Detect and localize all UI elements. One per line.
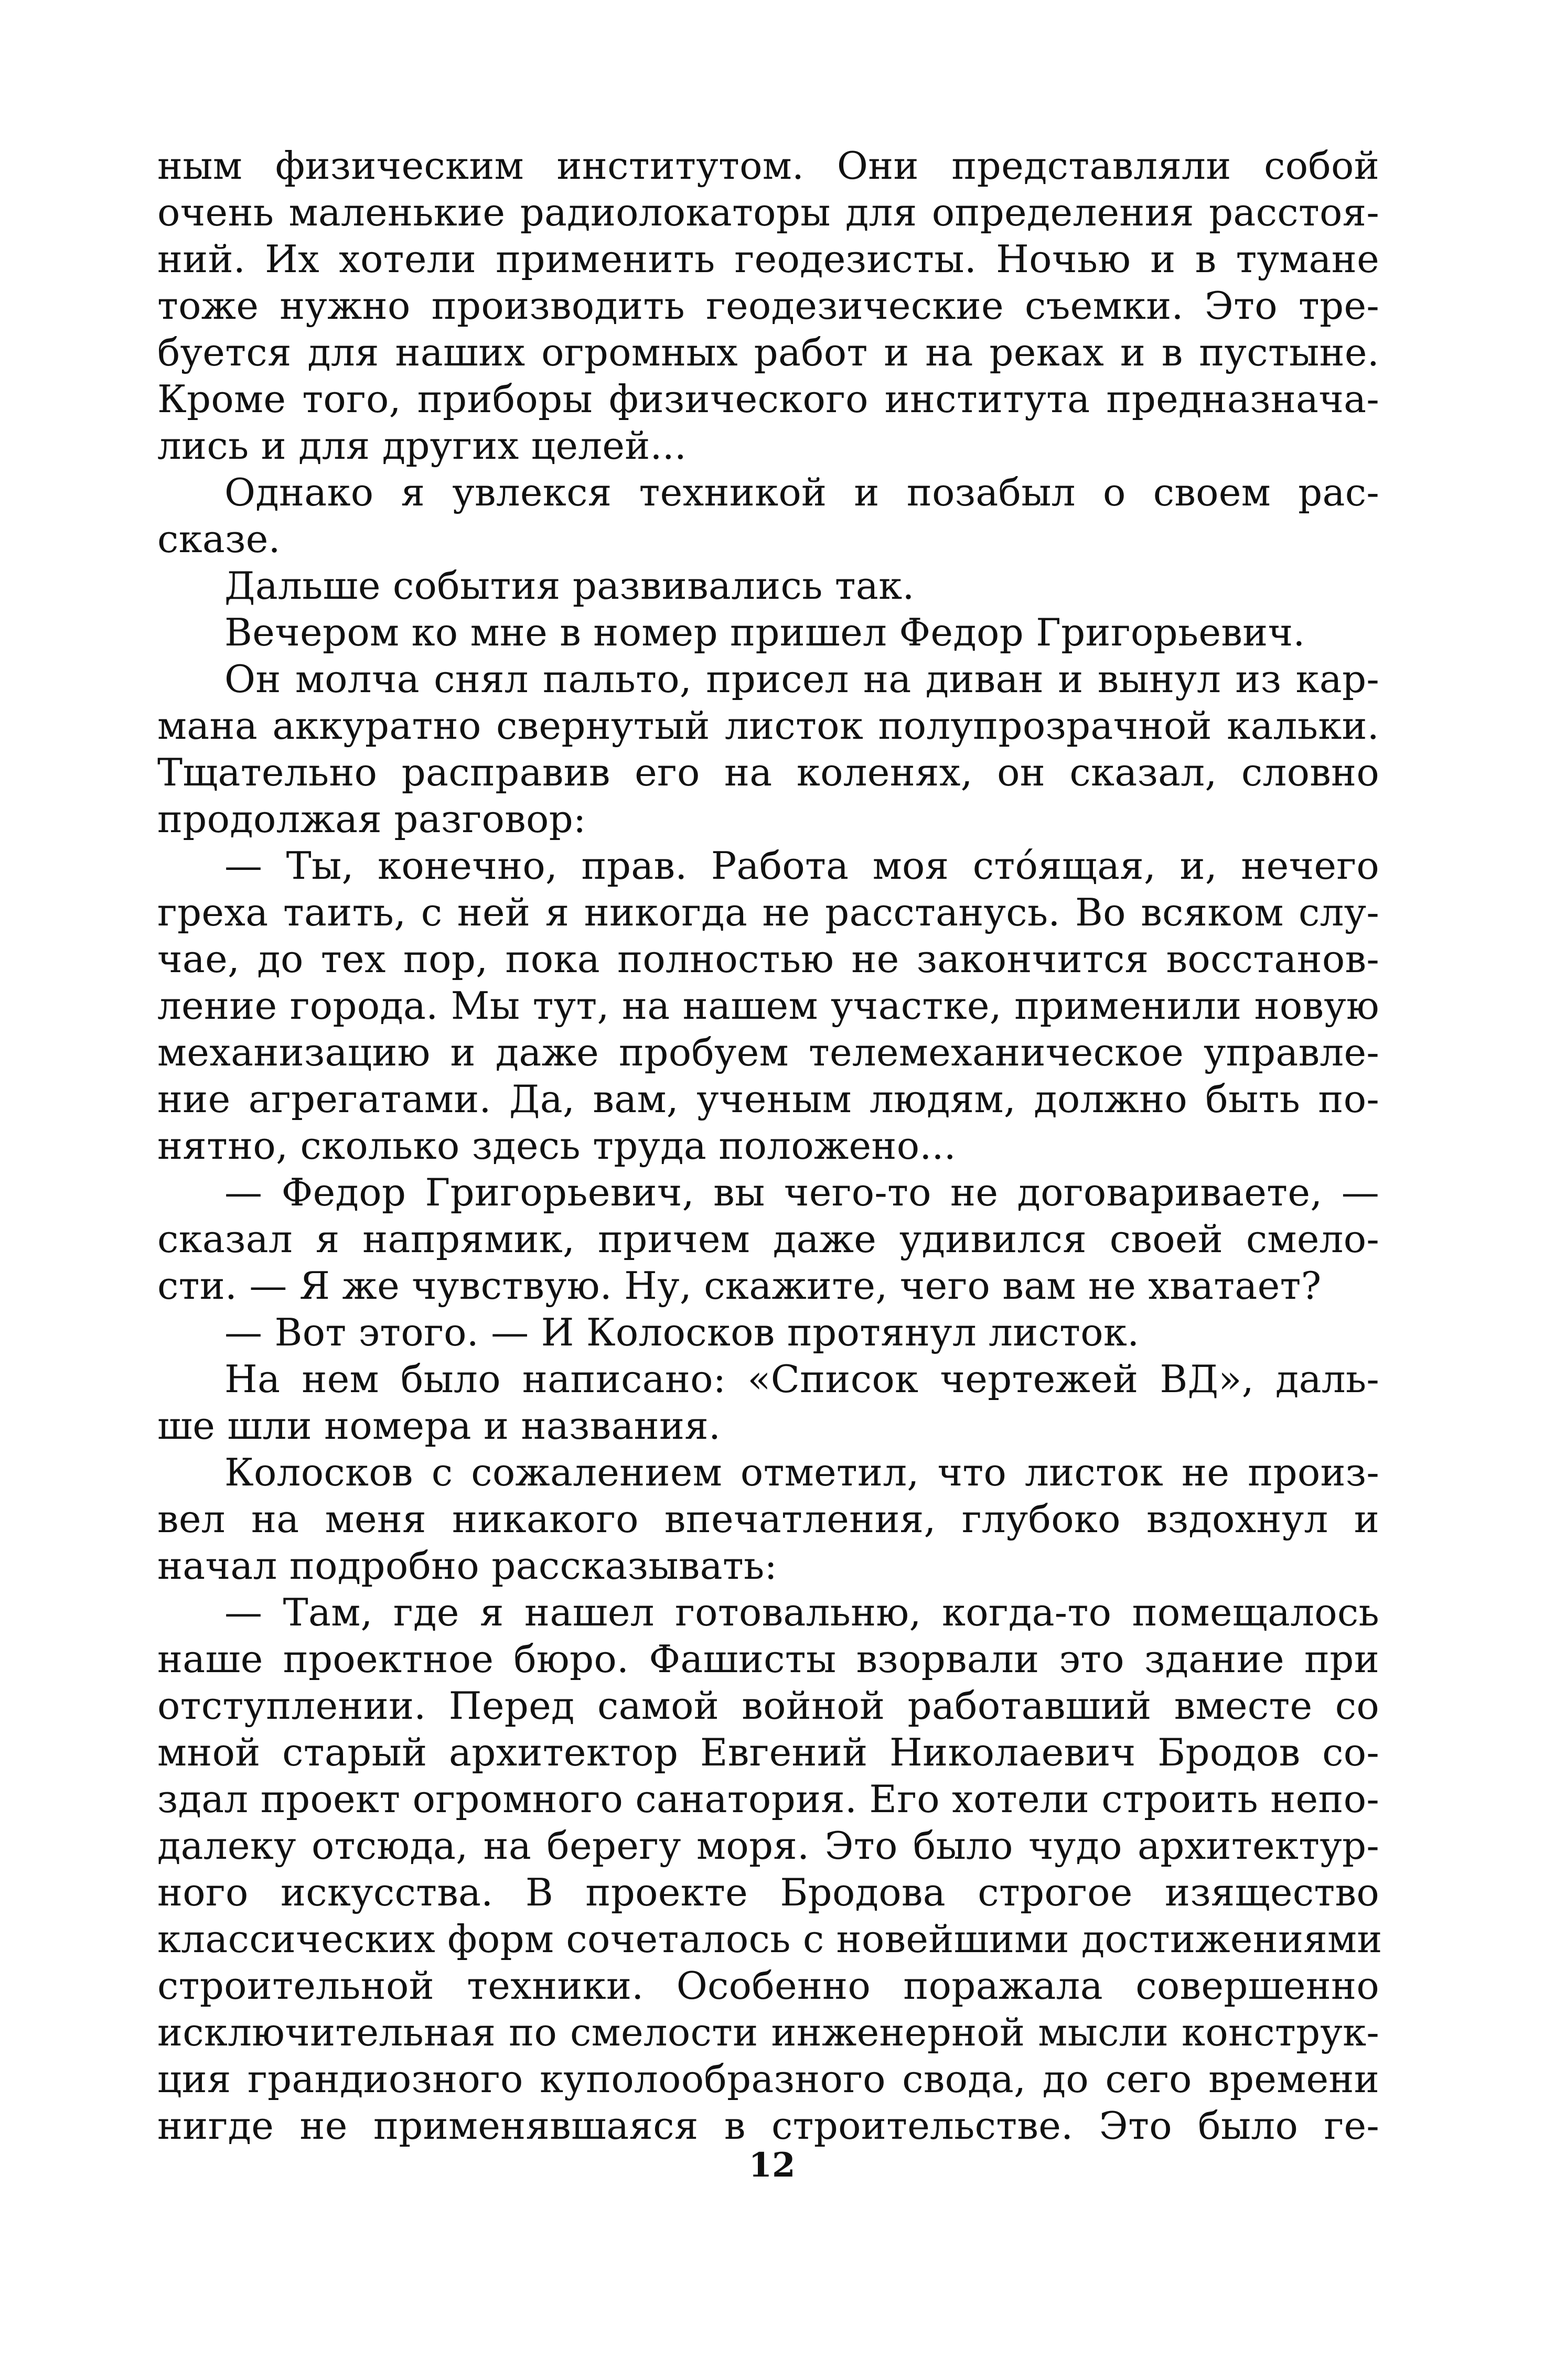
text-line: Кроме того, приборы физического института предназнача- bbox=[157, 377, 1379, 421]
text-line: классических форм сочеталось с новейшими достижениями bbox=[157, 1917, 1382, 1961]
text-line: механизацию и даже пробуем телемеханическое управле- bbox=[157, 1030, 1379, 1074]
text-line: продолжая разговор: bbox=[157, 797, 586, 841]
text-line: ным физическим институтом. Они представляли собой bbox=[157, 144, 1379, 188]
text-line: вел на меня никакого впечатления, глубоко вздохнул и bbox=[157, 1497, 1379, 1541]
text-line: ление города. Мы тут, на нашем участке, применили новую bbox=[157, 984, 1379, 1028]
text-line: — Вот этого. — И Колосков протянул листок. bbox=[224, 1310, 1140, 1354]
text-line: строительной техники. Особенно поражала совершенно bbox=[157, 1964, 1379, 2008]
text-line: мной старый архитектор Евгений Николаевич Бродов со- bbox=[157, 1730, 1379, 1774]
text-line: начал подробно рассказывать: bbox=[157, 1544, 778, 1588]
text-line: Вечером ко мне в номер пришел Федор Григорьевич. bbox=[224, 610, 1305, 654]
text-line: очень маленькие радиолокаторы для определения расстоя- bbox=[157, 190, 1379, 234]
text-line: Он молча снял пальто, присел на диван и вынул из кар- bbox=[224, 657, 1379, 701]
text-line: — Там, где я нашел готовальню, когда-то помещалось bbox=[224, 1590, 1379, 1634]
text-line: тоже нужно производить геодезические съемки. Это тре- bbox=[157, 284, 1379, 328]
text-line: ция грандиозного куполообразного свода, до сего времени bbox=[157, 2057, 1379, 2101]
text-line: Однако я увлекся техникой и позабыл о своем рас- bbox=[224, 470, 1379, 514]
text-line: буется для наших огромных работ и на реках и в пустыне. bbox=[157, 330, 1379, 374]
text-line: сказал я напрямик, причем даже удивился своей смело- bbox=[157, 1217, 1379, 1261]
text-line: греха таить, с ней я никогда не расстанусь. Во всяком слу- bbox=[157, 890, 1379, 934]
text-line: отступлении. Перед самой войной работавший вместе со bbox=[157, 1684, 1379, 1728]
text-line: ний. Их хотели применить геодезисты. Ночью и в тумане bbox=[157, 237, 1379, 281]
text-line: нигде не применявшаяся в строительстве. Это было ге- bbox=[157, 2104, 1379, 2148]
text-line: — Ты, конечно, прав. Работа моя стóящая, и, нечего bbox=[224, 844, 1379, 888]
page-number: 12 bbox=[748, 2146, 796, 2185]
text-line: Колосков с сожалением отметил, что листок не произ- bbox=[224, 1450, 1379, 1494]
body-text bbox=[157, 143, 1382, 2149]
text-line: Дальше события развивались так. bbox=[224, 564, 915, 608]
text-line: ше шли номера и названия. bbox=[157, 1404, 721, 1448]
text-line: исключительная по смелости инженерной мысли конструк- bbox=[157, 2010, 1379, 2054]
text-line: сказе. bbox=[157, 517, 281, 561]
text-line: — Федор Григорьевич, вы чего-то не договариваете, — bbox=[224, 1170, 1379, 1214]
text-line: ного искусства. В проекте Бродова строгое изящество bbox=[157, 1870, 1379, 1914]
text-line: ние агрегатами. Да, вам, ученым людям, должно быть по- bbox=[157, 1077, 1379, 1121]
text-line: наше проектное бюро. Фашисты взорвали это здание при bbox=[157, 1637, 1379, 1681]
text-line: мана аккуратно свернутый листок полупрозрачной кальки. bbox=[157, 704, 1379, 748]
text-line: Тщательно расправив его на коленях, он сказал, словно bbox=[157, 750, 1379, 794]
text-line: На нем было написано: «Список чертежей ВД», даль- bbox=[224, 1357, 1379, 1401]
text-line: здал проект огромного санатория. Его хотели строить непо- bbox=[157, 1777, 1379, 1821]
text-line: лись и для других целей... bbox=[157, 424, 687, 468]
text-line: нятно, сколько здесь труда положено... bbox=[157, 1124, 956, 1168]
text-line: сти. — Я же чувствую. Ну, скажите, чего вам не хватает? bbox=[157, 1264, 1322, 1308]
text-line: далеку отсюда, на берегу моря. Это было чудо архитектур- bbox=[157, 1824, 1379, 1868]
text-line: чае, до тех пор, пока полностью не закончится восстанов- bbox=[157, 937, 1379, 981]
